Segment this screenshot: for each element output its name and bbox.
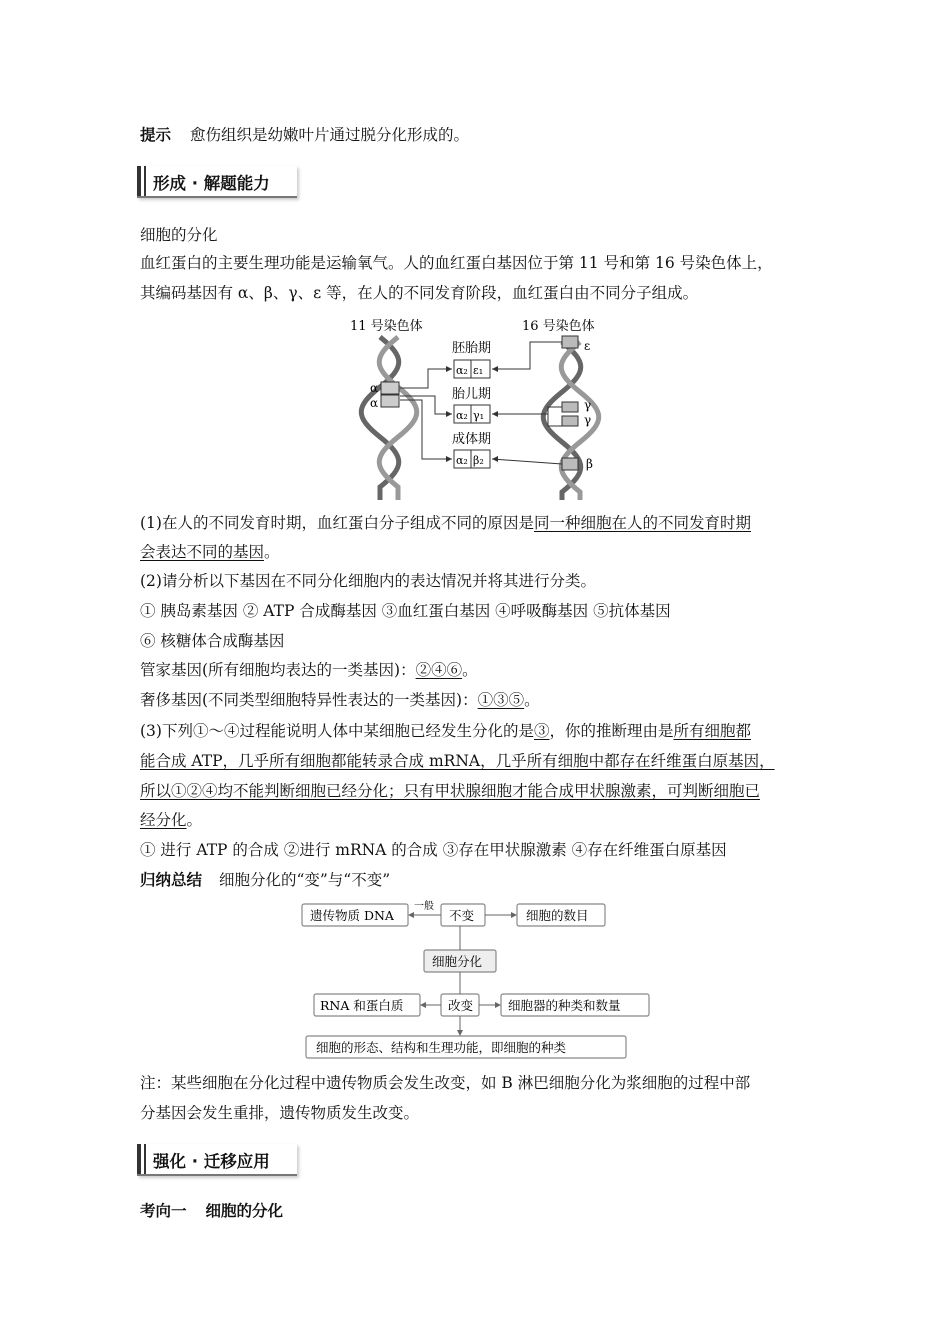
tip-line [140, 124, 469, 146]
luxury-end: 。 [524, 691, 540, 709]
intro-line-1: 血红蛋白的主要生理功能是运输氧气。人的血红蛋白基因位于第 11 号和第 16 号染色体上， [140, 254, 773, 272]
q2-stem: (2)请分析以下基因在不同分化细胞内的表达情况并将其进行分类。 [140, 572, 596, 590]
q3-end: 。 [186, 811, 203, 829]
fetus-alpha: α₂ [456, 409, 468, 422]
summary-label: 归纳总结 [140, 871, 203, 889]
beta-gene-box [562, 458, 578, 470]
tip-text: 愈伤组织是幼嫩叶片通过脱分化形成的。 [189, 126, 469, 144]
q3-answer: ③ [533, 722, 550, 740]
topic-title: 细胞的分化 [140, 226, 218, 244]
q3-options: ① 进行 ATP 的合成 ②进行 mRNA 的合成 ③存在甲状腺激素 ④存在纤维蛋白原基因 [140, 841, 727, 859]
note-line-2: 分基因会发生重排，遗传物质发生改变。 [140, 1104, 420, 1122]
q3-line-3 [140, 780, 760, 802]
alpha-gene-box-2 [381, 395, 399, 407]
q1-answer-part-2: 会表达不同的基因 [140, 543, 265, 561]
section-header-ability [137, 166, 297, 198]
embryo-alpha: α₂ [456, 364, 468, 377]
q1-line-2 [140, 541, 280, 563]
q3-reason-1: 所有细胞都 [673, 722, 752, 740]
differentiation-flowchart [298, 898, 658, 1062]
cell-count-label: 细胞的数目 [526, 908, 589, 923]
direction-label: 考向一 [140, 1202, 187, 1220]
unchanged-label: 不变 [449, 908, 475, 923]
housekeeping-answer: ②④⑥ [415, 661, 463, 679]
section-header-application [137, 1144, 297, 1176]
alpha-gene-box-1 [381, 382, 399, 394]
q3-line-2 [140, 750, 775, 772]
changed-label: 改变 [448, 998, 474, 1013]
chr16-label: 16 号染色体 [522, 319, 595, 334]
beta-label: β [586, 457, 593, 471]
organelles-label: 细胞器的种类和数量 [508, 998, 621, 1013]
section-bar-thin [144, 166, 146, 196]
q2-options-2: ⑥ 核糖体合成酶基因 [140, 632, 285, 650]
q3-reason-4: 经分化 [140, 811, 187, 829]
alpha-label-1: α [370, 381, 379, 395]
chr11-label: 11 号染色体 [350, 319, 423, 334]
embryo-epsilon: ε₁ [473, 364, 484, 377]
general-label: 一般 [414, 901, 434, 912]
housekeeping-genes-line [140, 659, 478, 681]
q3-stem: (3)下列①～④过程能说明人体中某细胞已经发生分化的是 [140, 722, 534, 740]
flow-arrow-heads [408, 912, 517, 1036]
gamma-label-2: γ [584, 413, 592, 427]
luxury-label: 奢侈基因(不同类型细胞特异性表达的一类基因)： [140, 691, 478, 709]
q2-options-1: ① 胰岛素基因 ② ATP 合成酶基因 ③血红蛋白基因 ④呼吸酶基因 ⑤抗体基因 [140, 602, 671, 620]
stage-embryo-label: 胚胎期 [452, 341, 492, 356]
q3-reason-2: 能合成 ATP，几乎所有细胞都能转录合成 mRNA，几乎所有细胞中都存在纤维蛋白原基因， [140, 752, 775, 770]
gamma-gene-box-2 [562, 416, 578, 426]
direction-line [140, 1200, 283, 1222]
direction-text: 细胞的分化 [205, 1202, 283, 1220]
cell-type-label: 细胞的形态、结构和生理功能，即细胞的种类 [316, 1040, 567, 1055]
summary-line [140, 869, 390, 891]
q1-line-1 [140, 512, 751, 534]
section-bar-thick-2 [137, 1144, 141, 1174]
gamma-label-1: γ [584, 398, 592, 412]
section-title-2: 强化 · 迁移应用 [153, 1152, 270, 1171]
q3-reason-3: 所以①②④均不能判断细胞已经分化；只有甲状腺细胞才能合成甲状腺激素，可判断细胞已 [140, 782, 761, 800]
tip-label: 提示 [140, 126, 172, 144]
luxury-genes-line [140, 689, 540, 711]
hemoglobin-gene-diagram [340, 312, 630, 507]
fetus-gamma: γ₁ [473, 409, 484, 422]
q3-mid: ，你的推断理由是 [549, 722, 674, 740]
stage-adult-label: 成体期 [452, 432, 492, 447]
luxury-answer: ①③⑤ [477, 691, 525, 709]
q1-stem: (1)在人的不同发育时期，血红蛋白分子组成不同的原因是 [140, 514, 534, 532]
chromosome-11-helix [361, 337, 417, 500]
alpha-label-2: α [370, 396, 379, 410]
housekeeping-label: 管家基因(所有细胞均表达的一类基因)： [140, 661, 416, 679]
section-title: 形成 · 解题能力 [153, 174, 270, 193]
rna-protein-label: RNA 和蛋白质 [320, 998, 404, 1013]
stage-fetus-label: 胎儿期 [452, 387, 492, 402]
dna-label: 遗传物质 DNA [310, 908, 394, 923]
housekeeping-end: 。 [462, 661, 478, 679]
q1-end: 。 [264, 543, 280, 561]
note-line-1: 注：某些细胞在分化过程中遗传物质会发生改变，如 B 淋巴细胞分化为浆细胞的过程中部 [140, 1074, 751, 1092]
gamma-gene-box-1 [562, 402, 578, 412]
summary-text: 细胞分化的“变”与“不变” [218, 871, 391, 889]
intro-line-2: 其编码基因有 α、β、γ、ε 等，在人的不同发育阶段，血红蛋白由不同分子组成。 [140, 284, 699, 302]
epsilon-gene-box [562, 336, 578, 348]
epsilon-label: ε [584, 339, 591, 353]
adult-beta: β₂ [473, 454, 484, 467]
q3-line-1 [140, 720, 751, 742]
adult-alpha: α₂ [456, 454, 468, 467]
section-bar-thin-2 [144, 1144, 146, 1174]
differentiation-label: 细胞分化 [432, 954, 483, 969]
q1-answer-part-1: 同一种细胞在人的不同发育时期 [533, 514, 751, 532]
section-bar-thick [137, 166, 141, 196]
q3-line-4 [140, 809, 202, 831]
